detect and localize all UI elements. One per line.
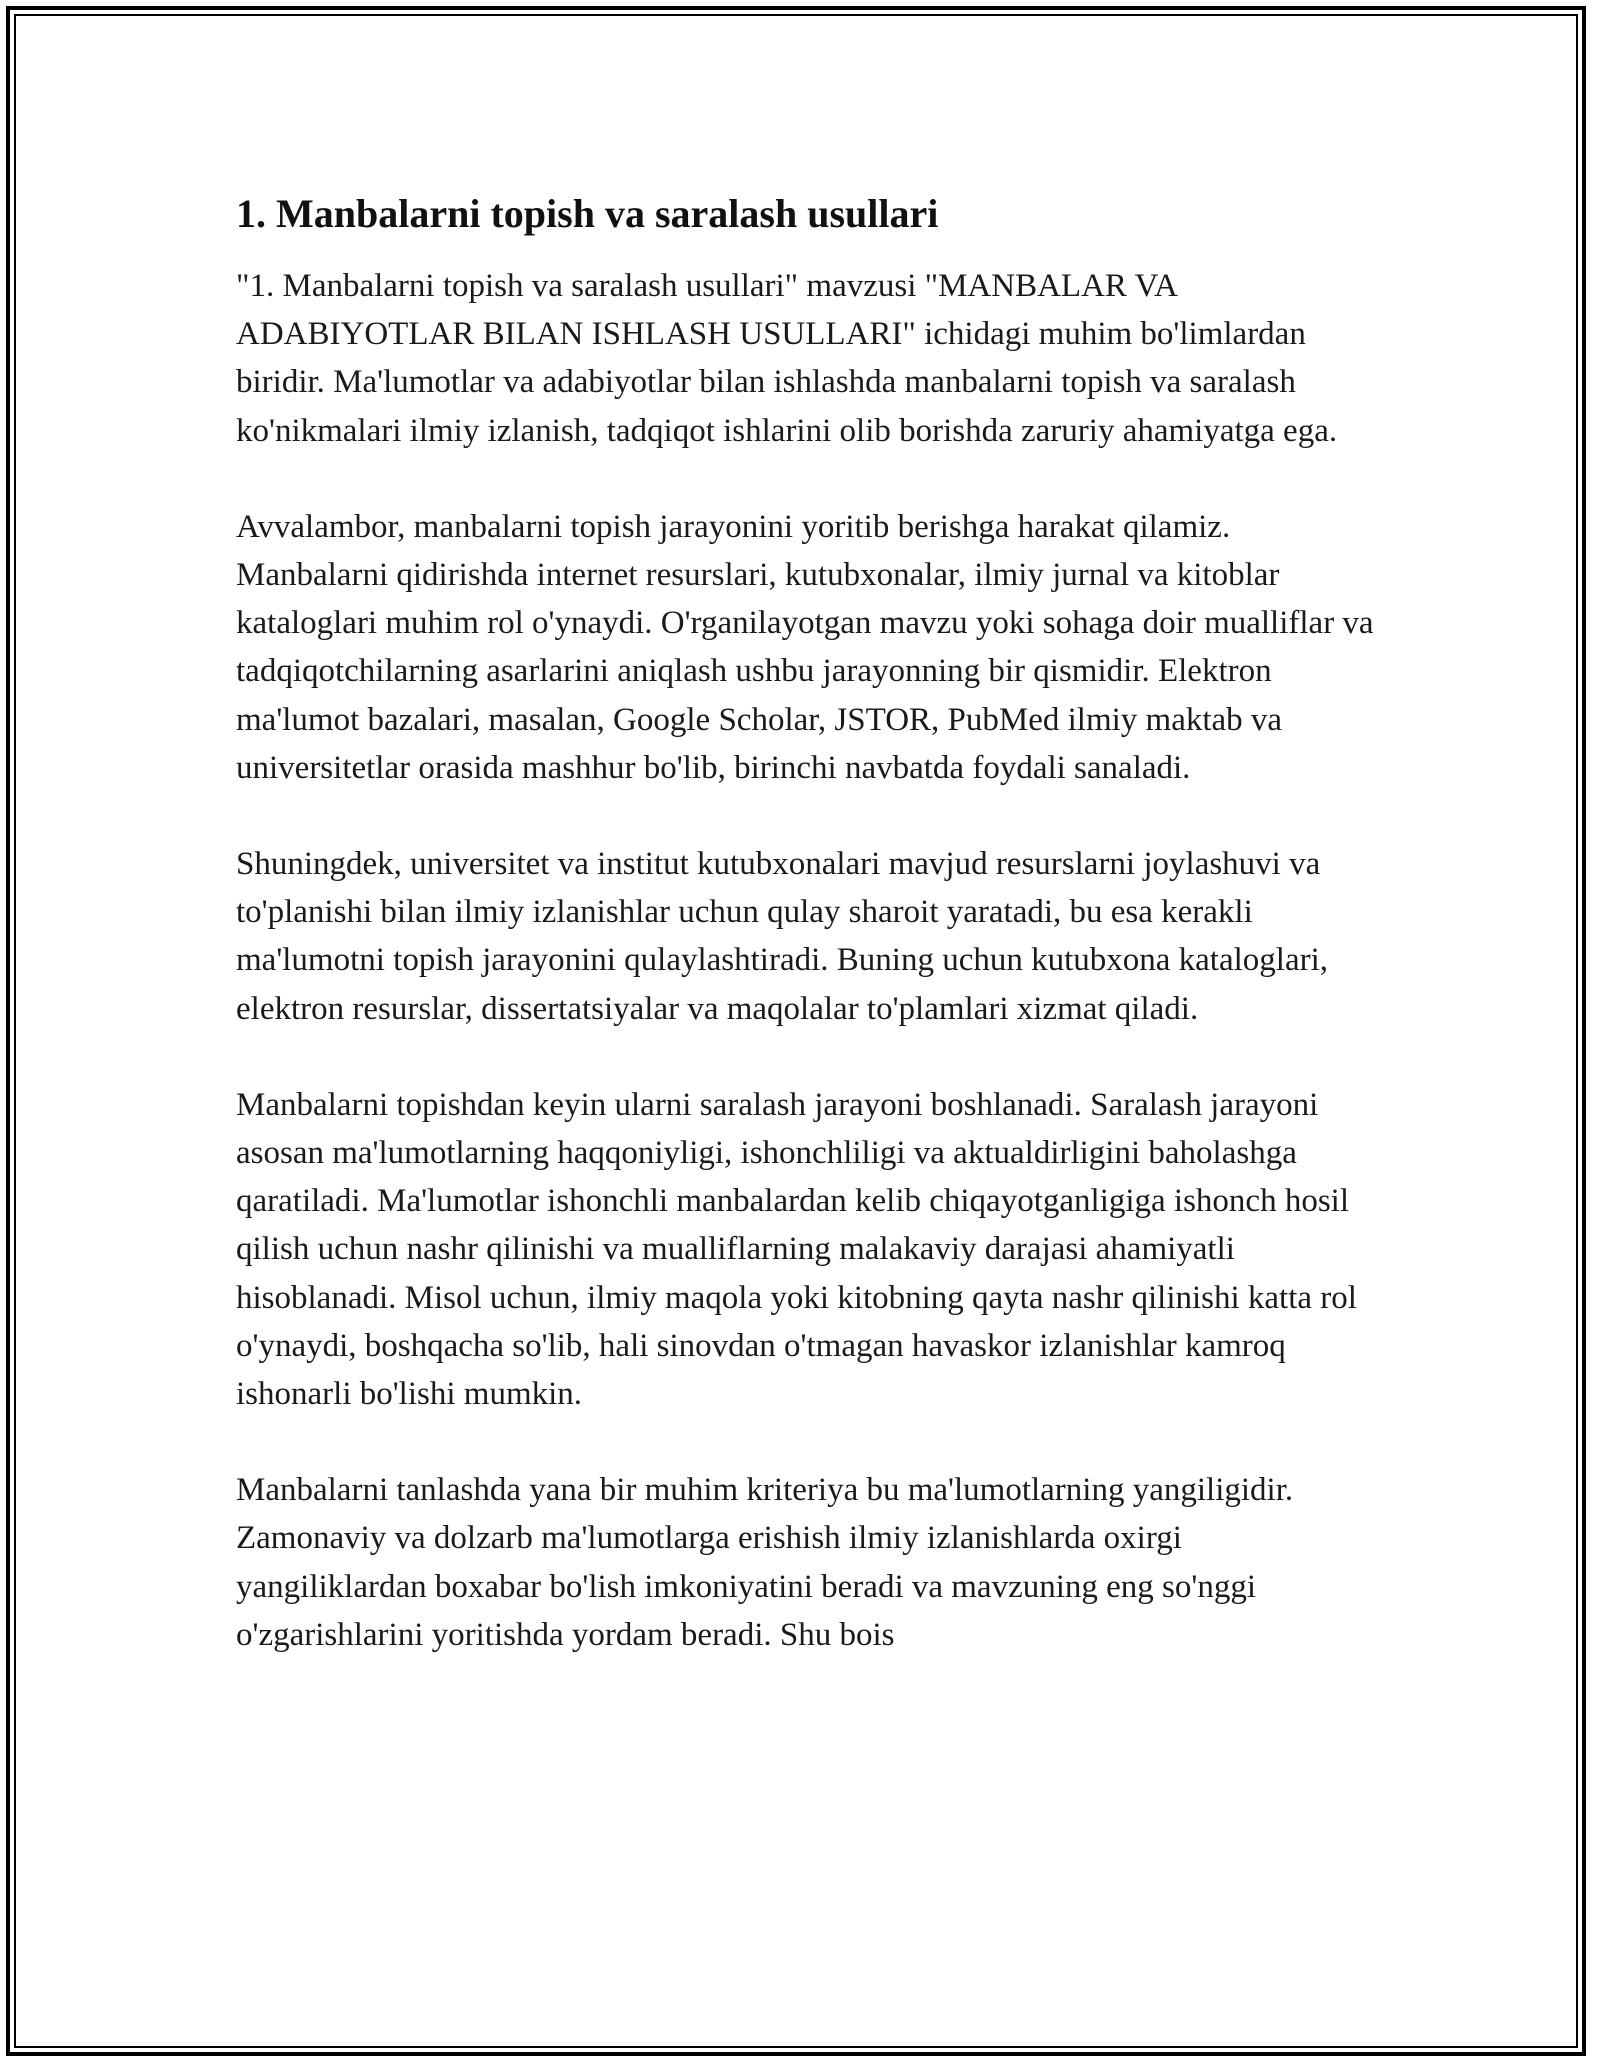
paragraph-finding-sources: Avvalambor, manbalarni topish jarayonini yoritib berishga harakat qilamiz. Manbalarni qidirishda internet resurslari, kutubxonalar, ilmiy jurnal va kitoblar kataloglari muhim rol o'ynaydi. O'rganilayotgan mavzu yoki sohaga doir mualliflar va tadqiqotchilarning asarlarini aniqlash ushbu jarayonning bir qismidir. Elektron ma'lumot bazalari, masalan, Google Scholar, JSTOR, PubMed ilmiy maktab va universitetlar orasida mashhur bo'lib, birinchi navbatda foydali sanaladi.	[236, 508, 1374, 786]
paragraph-sorting: Manbalarni topishdan keyin ularni saralash jarayoni boshlanadi. Saralash jarayoni asosan ma'lumotlarning haqqoniyligi, ishonchliligi va aktualdirligini baholashga qaratiladi. Ma'lumotlar ishonchli manbalardan kelib chiqayotganligiga ishonch hosil qilish uchun nashr qilinishi va mualliflarning malakaviy darajasi ahamiyatli hisoblanadi. Misol uchun, ilmiy maqola yoki kitobning qayta nashr qilinishi katta rol o'ynaydi, boshqacha so'lib, hali sinovdan o'tmagan havaskor izlanishlar kamroq ishonarli bo'lishi mumkin.	[236, 1086, 1357, 1413]
paragraph-intro: "1. Manbalarni topish va saralash usullari" mavzusi "MANBALAR VA ADABIYOTLAR BILAN ISHLASH USULLARI" ichidagi muhim bo'limlardan biridir. Ma'lumotlar va adabiyotlar bilan ishlashda manbalarni topish va saralash ko'nikmalari ilmiy izlanish, tadqiqot ishlarini olib borishda zaruriy ahamiyatga ega.	[236, 268, 1338, 449]
paragraph-libraries: Shuningdek, universitet va institut kutubxonalari mavjud resurslarni joylashuvi va to'planishi bilan ilmiy izlanishlar uchun qulay sharoit yaratadi, bu esa kerakli ma'lumotni topish jarayonini qulaylashtiradi. Buning uchun kutubxona kataloglari, elektron resurslar, dissertatsiyalar va maqolalar to'plamlari xizmat qiladi.	[236, 846, 1329, 1027]
paragraph-novelty: Manbalarni tanlashda yana bir muhim kriteriya bu ma'lumotlarning yangiligidir. Zamonaviy va dolzarb ma'lumotlarga erishish ilmiy izlanishlarda oxirgi yangiliklardan boxabar bo'lish imkoniyatini beradi va mavzuning eng so'nggi o'zgarishlarini yoritishda yordam beradi. Shu bois	[236, 1472, 1294, 1653]
document-body	[236, 186, 1376, 1707]
section-heading: 1. Manbalarni topish va saralash usullari	[236, 191, 939, 236]
